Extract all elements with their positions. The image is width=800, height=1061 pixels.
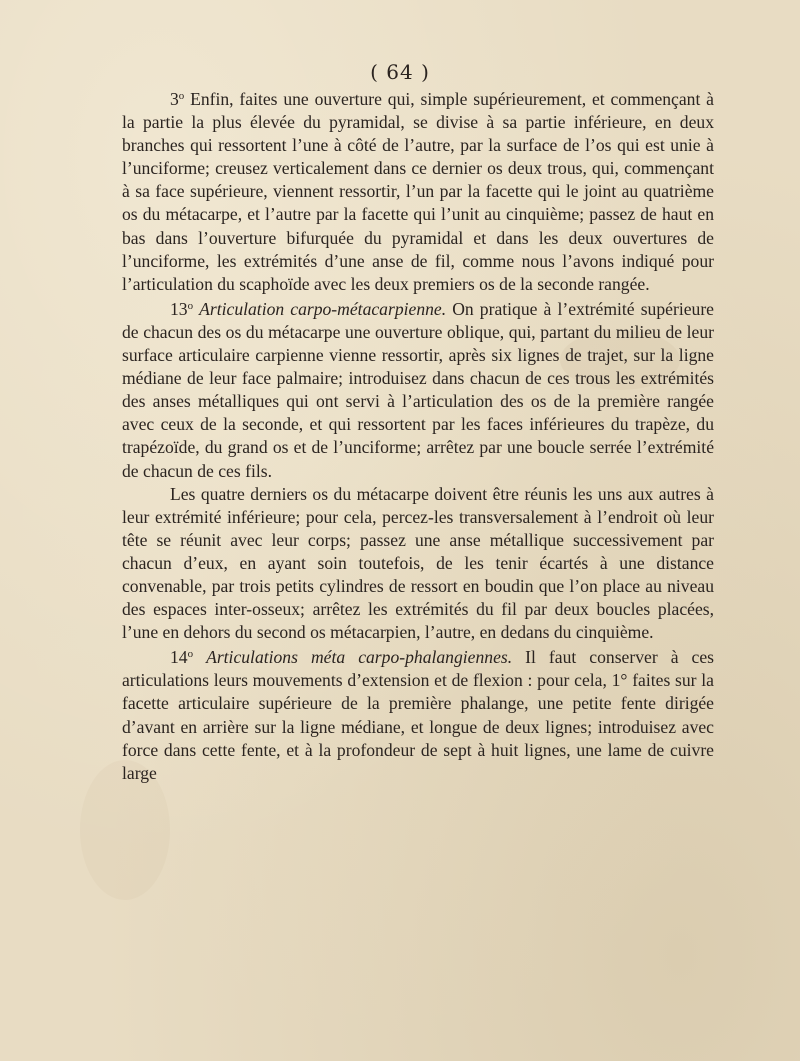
body-text — [122, 88, 714, 785]
ordinal-sup: o — [187, 648, 194, 661]
paragraph-number: 13 — [170, 298, 188, 319]
paragraph-number: 3 — [170, 89, 179, 109]
paragraph-text: On pratique à l’extrémité supérieure de chacun des os du métacarpe une ouverture oblique, qui, partant du milieu de leur surface articulaire carpienne vienne ressortir, après six lignes de trajet, sur la ligne médiane de leur face palmaire; introduisez dans chacun de ces trous les extrémités des anses métalliques qui ont servi à l’articulation des os de la première rangée avec ceux de la seconde, et qui ressortent par les faces inférieures du trapèze, du trapézoïde, du grand os et de l’unciforme; arrêtez par une boucle serrée l’extrémité de chacun de ces fils. — [122, 298, 714, 481]
paragraph-14 — [122, 646, 714, 785]
paragraph-number: 14 — [170, 647, 188, 668]
paragraph-13 — [122, 298, 714, 483]
ordinal-sup: o — [187, 299, 194, 312]
ordinal-sup: o — [178, 90, 185, 102]
section-title: Articulation carpo-métacarpienne. — [199, 298, 447, 319]
paragraph-text: Il faut conserver à ces articulations leurs mouvements d’extension et de flexion : pour cela, 1° faites sur la facette articulaire supérieure de la première phalange, une petite fente dirigée d’avant en arrière sur la ligne médiane, et longue de deux lignes; introduisez avec force dans cette fente, et à la profondeur de sept à huit lignes, une lame de cuivre large — [122, 647, 714, 783]
paragraph-enfin — [122, 88, 714, 296]
paragraph-text: Les quatre derniers os du métacarpe doivent être réunis les uns aux autres à leur extrémité inférieure; pour cela, percez-les transversalement à l’endroit où leur tête se réunit avec leur corps; passez une anse métallique successivement par chacun d’eux, en ayant soin toutefois, de les tenir écartés à une distance convenable, par trois petits cylindres de ressort en boudin que l’on place au niveau des espaces inter-osseux; arrêtez les extrémités du fil par deux boucles placées, l’une en dehors du second os métacarpien, l’autre, en dedans du cinquième. — [122, 483, 714, 643]
paragraph-quatre — [122, 483, 714, 645]
section-title: Articulations méta carpo-phalangiennes. — [206, 647, 513, 668]
paragraph-text: Enfin, faites une ouverture qui, simple supérieurement, et commençant à la partie la plus élevée du pyramidal, se divise à sa partie inférieure, en deux branches qui ressortent l’une à côté de l’autre, par la surface de l’os qui est unie à l’unciforme; creusez verticalement dans ce dernier os deux trous, qui, commençant à sa face supérieure, viennent ressortir, l’un par la facette qui le joint au quatrième os du métacarpe, et l’autre par la facette qui l’unit au cinquième; passez de haut en bas dans l’ouverture bifurquée du pyramidal et dans les deux ouvertures de l’unciforme, les extrémités d’une anse de fil, comme nous l’avons indiqué pour l’articulation du scaphoïde avec les deux premiers os de la seconde rangée. — [122, 89, 714, 294]
page-number: ( 64 ) — [370, 60, 430, 84]
